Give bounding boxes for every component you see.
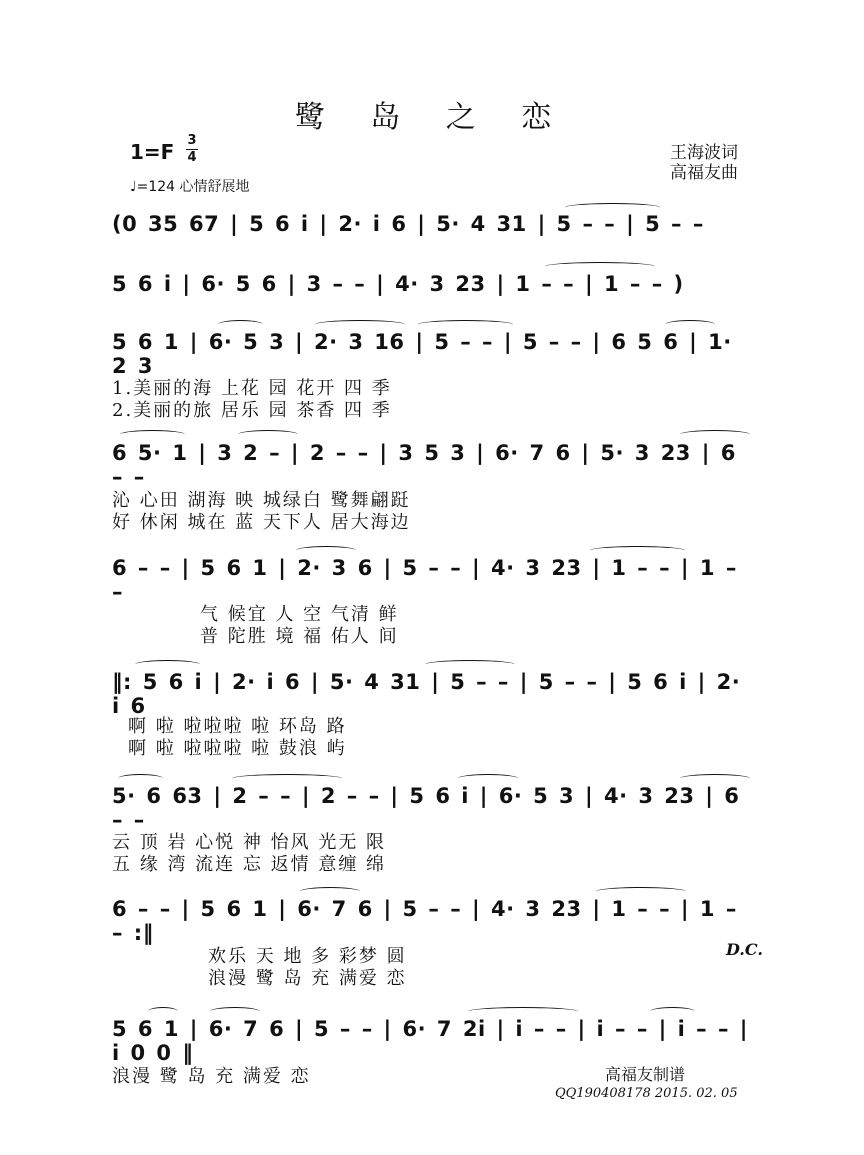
song-title: 鹭 岛 之 恋 bbox=[294, 100, 570, 135]
lyrics-line: 欢乐 天 地 多 彩梦 圆 bbox=[208, 946, 407, 967]
time-sig-bottom: 4 bbox=[187, 150, 197, 165]
lyrics-line: 普 陀胜 境 福 佑人 间 bbox=[200, 626, 399, 647]
slur bbox=[232, 774, 342, 783]
lyrics-line: 浪漫 鹭 岛 充 满爱 恋 bbox=[112, 1066, 311, 1087]
contact-date: QQ190408178 2015. 02. 05 bbox=[555, 1086, 738, 1101]
slur bbox=[468, 1007, 578, 1016]
staff-1 bbox=[112, 208, 752, 244]
slur bbox=[418, 320, 513, 329]
composer-credit: 高福友曲 bbox=[670, 163, 738, 183]
slur bbox=[148, 1007, 178, 1016]
slur bbox=[590, 546, 685, 555]
staff-notes: 6 5· 1 | 3 2 – | 2 – – | 3 5 3 | 6· 7 6 | 5· 3 23 | 6 – – bbox=[112, 441, 736, 489]
staff-notes: 6 – – | 5 6 1 | 2· 3 6 | 5 – – | 4· 3 23 | 1 – – | 1 – – bbox=[112, 556, 737, 604]
staff-6 bbox=[112, 666, 752, 718]
lyrics-line: 2.美丽的旅 居乐 园 茶香 四 季 bbox=[112, 400, 392, 421]
staff-4 bbox=[112, 437, 752, 489]
slur bbox=[680, 430, 750, 439]
lyrics-line: 浪漫 鹭 岛 充 满爱 恋 bbox=[208, 968, 407, 989]
lyrics-line: 1.美丽的海 上花 园 花开 四 季 bbox=[112, 378, 392, 399]
staff-notes: 5 6 i | 6· 5 6 | 3 – – | 4· 3 23 | 1 – – | 1 – – ) bbox=[112, 272, 684, 296]
staff-notes: 6 – – | 5 6 1 | 6· 7 6 | 5 – – | 4· 3 23 | 1 – – | 1 – – :‖ bbox=[112, 897, 737, 945]
slur bbox=[650, 1007, 695, 1016]
maker-credit: 高福友制谱 bbox=[605, 1065, 686, 1084]
lyrics-line: 啊 啦 啦啦啦 啦 鼓浪 屿 bbox=[128, 738, 347, 759]
slur bbox=[545, 262, 655, 271]
staff-3 bbox=[112, 326, 752, 378]
staff-5 bbox=[112, 552, 752, 604]
staff-notes: (0 35 67 | 5 6 i | 2· i 6 | 5· 4 31 | 5 – – | 5 – – bbox=[112, 212, 704, 236]
staff-notes: 5 6 1 | 6· 5 3 | 2· 3 16 | 5 – – | 5 – – | 6 5 6 | 1· 2 3 bbox=[112, 330, 732, 378]
lyrics-line: 云 顶 岩 心悦 神 怡风 光无 限 bbox=[112, 832, 387, 853]
slur bbox=[315, 320, 405, 329]
slur bbox=[218, 320, 263, 329]
lyricist-credit: 王海波词 bbox=[670, 143, 738, 163]
slur bbox=[425, 660, 515, 669]
slur bbox=[300, 887, 360, 896]
lyrics-line: 气 候宜 人 空 气清 鲜 bbox=[200, 604, 399, 625]
time-signature bbox=[186, 134, 198, 165]
slur bbox=[210, 1007, 260, 1016]
dc-marking: D.C. bbox=[726, 940, 763, 959]
lyrics-line: 啊 啦 啦啦啦 啦 环岛 路 bbox=[128, 716, 347, 737]
staff-8 bbox=[112, 893, 752, 945]
slur bbox=[565, 203, 660, 212]
key-signature: 1=F bbox=[130, 140, 175, 164]
slur bbox=[458, 774, 518, 783]
slur bbox=[596, 887, 686, 896]
slur bbox=[120, 430, 185, 439]
staff-notes: 5· 6 63 | 2 – – | 2 – – | 5 6 i | 6· 5 3 | 4· 3 23 | 6 – – bbox=[112, 784, 740, 832]
staff-9 bbox=[112, 1013, 752, 1065]
lyrics-line: 五 缘 湾 流连 忘 返情 意缠 绵 bbox=[112, 854, 387, 875]
tempo-marking: ♩=124 心情舒展地 bbox=[130, 179, 250, 195]
staff-2 bbox=[112, 268, 752, 304]
slur bbox=[238, 430, 298, 439]
lyrics-line: 好 休闲 城在 蓝 天下人 居大海边 bbox=[112, 512, 411, 533]
slur bbox=[135, 660, 200, 669]
staff-notes: ‖: 5 6 i | 2· i 6 | 5· 4 31 | 5 – – | 5 – – | 5 6 i | 2· i 6 bbox=[112, 670, 741, 718]
staff-7 bbox=[112, 780, 752, 832]
staff-notes: 5 6 1 | 6· 7 6 | 5 – – | 6· 7 2i | i – – | i – – | i – – | i 0 0 ‖ bbox=[112, 1017, 748, 1065]
slur bbox=[296, 546, 356, 555]
time-sig-top: 3 bbox=[187, 133, 197, 148]
slur bbox=[118, 774, 163, 783]
lyrics-line: 沁 心田 湖海 映 城绿白 鹭舞翩跹 bbox=[112, 490, 411, 511]
slur bbox=[680, 774, 750, 783]
slur bbox=[665, 320, 715, 329]
